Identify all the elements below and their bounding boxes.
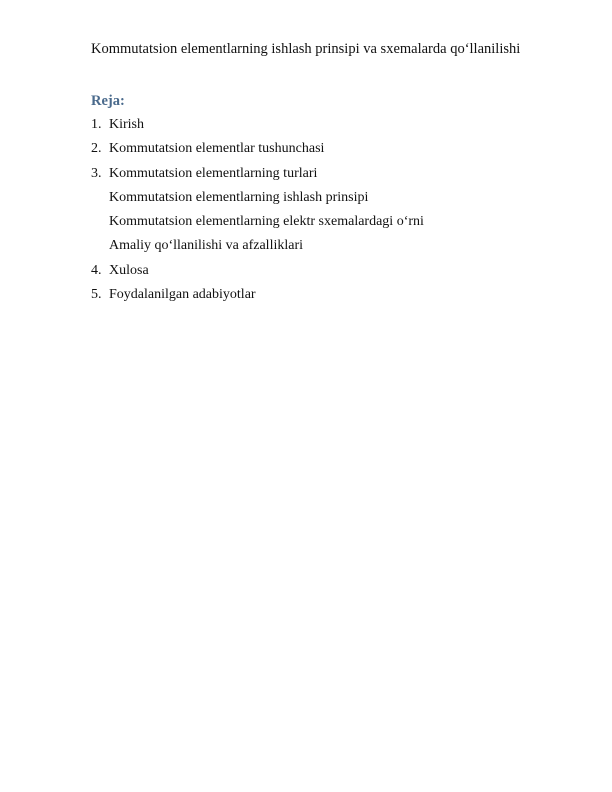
outline-number: 2. [91, 141, 102, 157]
outline-number: 3. [91, 165, 102, 181]
plan-heading: Reja: [91, 93, 125, 109]
outline-number: 5. [91, 287, 102, 303]
outline-text: Kommutatsion elementlarning turlari [109, 165, 318, 181]
outline-text: Foydalanilgan adabiyotlar [109, 287, 256, 303]
outline-text: Kommutatsion elementlar tushunchasi [109, 141, 325, 157]
outline-number: 1. [91, 117, 102, 132]
document-title: Kommutatsion elementlarning ishlash prinsipi va sxemalarda qo‘llanilishi [91, 41, 521, 57]
outline-text: Xulosa [109, 262, 149, 278]
outline-number: 4. [91, 262, 102, 278]
outline-text: Kommutatsion elementlarning elektr sxemalardagi o‘rni [109, 214, 424, 230]
outline-text: Kommutatsion elementlarning ishlash prinsipi [109, 189, 369, 205]
outline-text: Kirish [109, 117, 144, 132]
outline-text: Amaliy qo‘llanilishi va afzalliklari [109, 238, 303, 254]
